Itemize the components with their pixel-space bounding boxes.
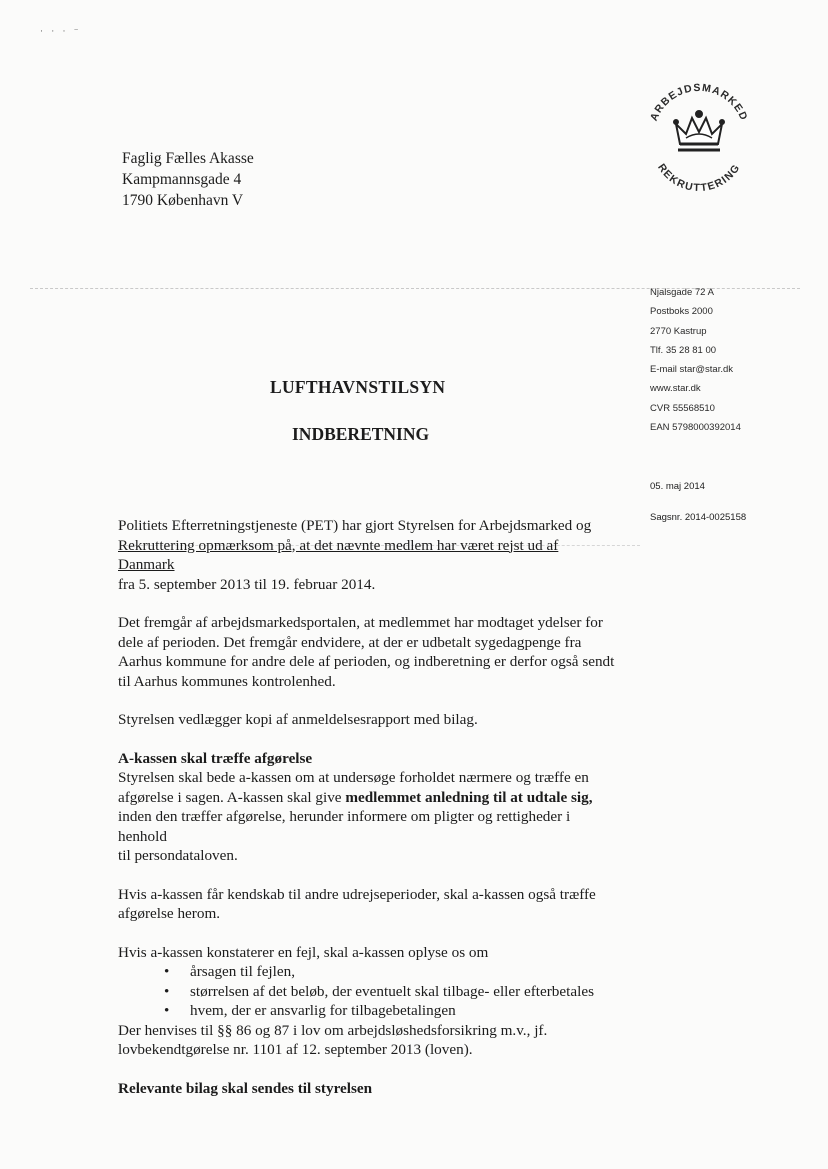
letter-date: 05. maj 2014	[650, 481, 705, 492]
paragraph-attachment: Styrelsen vedlægger kopi af anmeldelsesrapport med bilag.	[118, 711, 478, 728]
text-line: Aarhus kommune for andre dele af perioden, og indberetning er derfor også sendt	[118, 653, 615, 670]
recipient-street: Kampmannsgade 4	[122, 171, 242, 188]
text-line: lovbekendtgørelse nr. 1101 af 12. september 2013 (loven).	[118, 1041, 473, 1058]
agency-seal-logo	[640, 74, 758, 192]
text-line: dele af perioden. Det fremgår endvidere, at der er udbetalt sygedagpenge fra	[118, 633, 582, 651]
letter-body	[118, 516, 618, 1098]
text-line: Det fremgår af arbejdsmarkedsportalen, at medlemmet har modtaget ydelser for	[118, 614, 603, 631]
svg-text:REKRUTTERING	[655, 162, 743, 192]
sender-ean: EAN 5798000392014	[650, 422, 741, 434]
list-item: • størrelsen af det beløb, der eventuelt skal tilbage- eller efterbetales	[176, 982, 618, 1002]
recipient-address	[122, 148, 254, 211]
recipient-name: Faglig Fælles Akasse	[122, 150, 254, 167]
text-line: til Aarhus kommunes kontrolenhed.	[118, 672, 336, 690]
text-line-mixed	[118, 788, 618, 808]
text-line: Politiets Efterretningstjeneste (PET) har gjort Styrelsen for Arbejdsmarked og	[118, 517, 592, 534]
text-line: fra 5. september 2013 til 19. februar 2014.	[118, 575, 376, 593]
sender-address-block	[650, 287, 741, 441]
case-number: Sagsnr. 2014-0025158	[650, 512, 747, 523]
recipient-city: 1790 København V	[122, 192, 244, 209]
text-line: inden den træffer afgørelse, herunder informere om pligter og rettigheder i henhold	[118, 808, 571, 845]
sender-pobox: Postboks 2000	[650, 306, 713, 318]
sender-web: www.star.dk	[650, 383, 701, 395]
paragraph-decision	[118, 749, 618, 866]
sender-city: 2770 Kastrup	[650, 325, 707, 337]
emphasis-text: medlemmet anledning til at udtale sig,	[345, 788, 593, 806]
paragraph-pet-report	[118, 516, 618, 594]
list-item: • hvem, der er ansvarlig for tilbagebetalingen	[176, 1001, 618, 1021]
text-line: Hvis a-kassen konstaterer en fejl, skal a-kassen oplyse os om	[118, 943, 489, 961]
scan-marks: · · · ⁻	[40, 26, 82, 36]
paragraph-portal	[118, 613, 618, 691]
text-line: Hvis a-kassen får kendskab til andre udrejseperioder, skal a-kassen også træffe	[118, 885, 596, 903]
text-line: Der henvises til §§ 86 og 87 i lov om arbejdsløshedsforsikring m.v., jf.	[118, 1021, 548, 1039]
paragraph-errors	[118, 943, 618, 1060]
text-line: afgørelse herom.	[118, 905, 221, 922]
seal-text-top: ARBEJDSMARKED	[647, 81, 751, 123]
text-line: til persondataloven.	[118, 847, 238, 864]
crown-icon	[674, 111, 724, 150]
text-fragment: afgørelse i sagen. A-kassen skal give	[118, 788, 346, 806]
section-heading: A-kassen skal træffe afgørelse	[118, 749, 313, 767]
text-line: Rekruttering opmærksom på, at det nævnte medlem har været rejst ud af Danmark	[118, 536, 559, 573]
document-title: LUFTHAVNSTILSYN	[270, 377, 446, 397]
text-line: Styrelsen skal bede a-kassen om at undersøge forholdet nærmere og træffe en	[118, 769, 589, 786]
closing-instruction: Relevante bilag skal sendes til styrelsen	[118, 1079, 373, 1097]
sender-cvr: CVR 55568510	[650, 402, 715, 414]
sender-email: E-mail star@star.dk	[650, 364, 734, 376]
sender-street: Njalsgade 72 A	[650, 287, 714, 298]
bullet-list	[118, 962, 618, 1021]
document-subtitle: INDBERETNING	[292, 424, 430, 444]
list-item: • årsagen til fejlen,	[176, 962, 618, 982]
paragraph-other-periods	[118, 885, 618, 924]
sender-phone: Tlf. 35 28 81 00	[650, 344, 717, 356]
seal-text-bottom: REKRUTTERING	[655, 161, 743, 192]
